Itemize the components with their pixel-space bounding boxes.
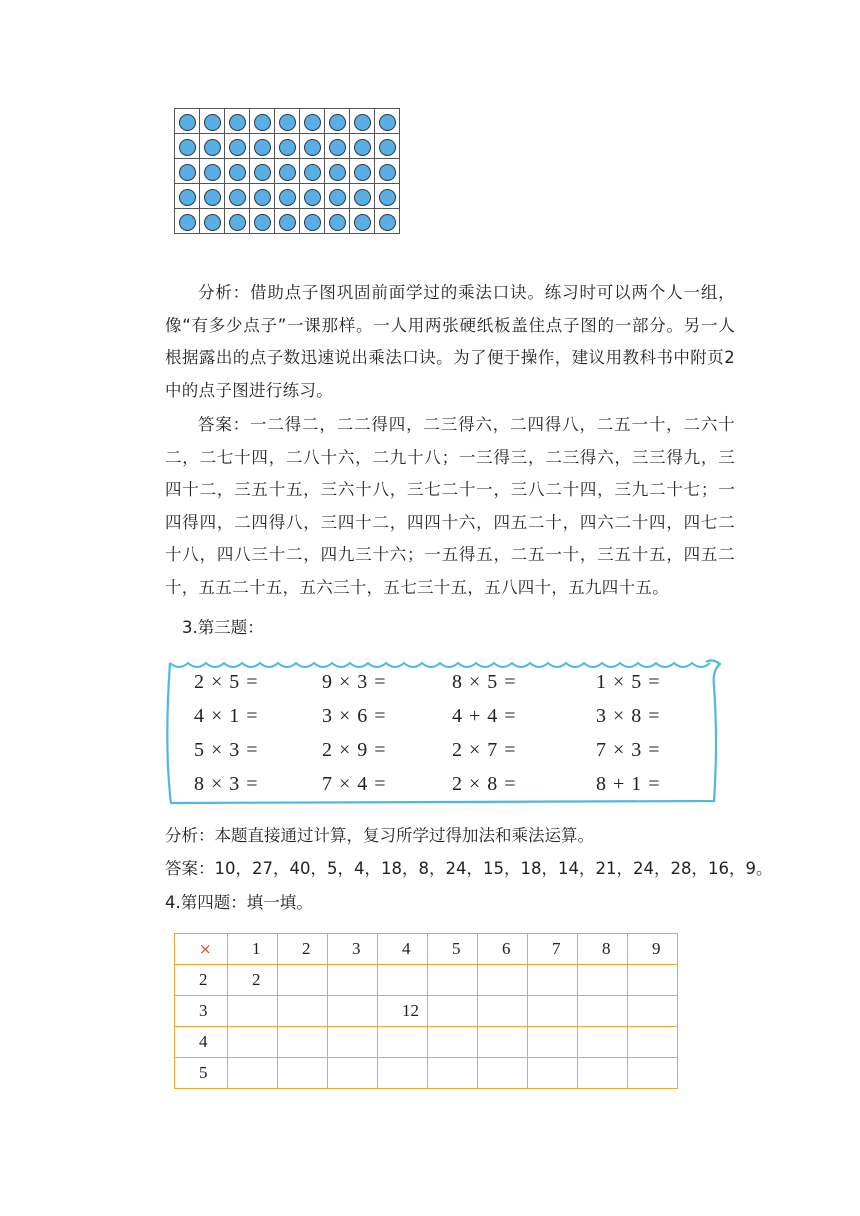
dot-cell	[300, 134, 325, 159]
dot-cell	[275, 109, 300, 134]
table-answer-cell[interactable]	[428, 1058, 478, 1089]
question-4-title: 4.第四题：填一填。	[165, 893, 313, 912]
dot-cell	[250, 134, 275, 159]
dot	[379, 214, 396, 231]
table-answer-cell[interactable]	[378, 1058, 428, 1089]
exercise-equation: 8 × 3 =	[194, 773, 259, 795]
table-answer-cell: 2	[228, 965, 278, 996]
dot-cell	[350, 184, 375, 209]
dot-cell	[250, 184, 275, 209]
dot-cell	[325, 184, 350, 209]
dot	[179, 189, 196, 206]
table-header-row	[175, 934, 678, 965]
answer-2: 答案：一二得二，二二得四，二三得六，二四得八，二五一十，二六十二，二七十四，二八十六，二九十八；一三得三，二三得六，三三得九，三四十二，三五十五，三六十八，三七二十一，三八二十四，三九二十七；一四得四，二四得八，三四十二，四四十六，四五二十，四六二十四，四七二十八，四八三十二，四九三十六；一五得五，二五一十，三五十五，四五二十，五五二十五，五六三十，五七三十五，五八四十，五九四十五。	[165, 415, 735, 597]
dot-cell	[325, 134, 350, 159]
dot	[279, 214, 296, 231]
dot	[279, 139, 296, 156]
dot	[254, 139, 271, 156]
table-answer-cell[interactable]	[228, 1027, 278, 1058]
exercise-equation: 2 × 8 =	[452, 773, 517, 795]
table-answer-cell[interactable]	[578, 1058, 628, 1089]
dot	[229, 114, 246, 131]
table-label-cell: 5	[428, 934, 478, 965]
table-answer-cell[interactable]	[528, 996, 578, 1027]
table-answer-cell[interactable]	[278, 965, 328, 996]
dot-grid-row	[175, 109, 400, 134]
dot-cell	[300, 209, 325, 234]
dot	[379, 164, 396, 181]
dot	[329, 164, 346, 181]
dot-cell	[200, 159, 225, 184]
dot-cell	[375, 159, 400, 184]
dot-cell	[175, 109, 200, 134]
dot-cell	[175, 134, 200, 159]
dot-cell	[225, 134, 250, 159]
exercise-equation: 4 + 4 =	[452, 705, 517, 727]
dot	[329, 189, 346, 206]
analysis-3: 分析：本题直接通过计算，复习所学过得加法和乘法运算。	[165, 826, 594, 845]
exercise-equation: 3 × 8 =	[596, 705, 661, 727]
dot-cell	[200, 109, 225, 134]
table-answer-cell[interactable]	[628, 1058, 678, 1089]
table-label-cell: 7	[528, 934, 578, 965]
exercise-equation: 7 × 4 =	[322, 773, 387, 795]
dot	[379, 114, 396, 131]
dot	[229, 214, 246, 231]
table-row	[175, 996, 678, 1027]
dot-cell	[175, 209, 200, 234]
dot	[354, 189, 371, 206]
dot-cell	[200, 134, 225, 159]
table-answer-cell[interactable]	[578, 965, 628, 996]
answer-3: 答案：10，27，40，5，4，18，8，24，15，18，14，21，24，28，16，9。	[165, 859, 773, 878]
dot-cell	[175, 159, 200, 184]
times-symbol: ×	[175, 934, 228, 965]
table-row	[175, 1058, 678, 1089]
dot	[179, 214, 196, 231]
dot-cell	[300, 184, 325, 209]
exercise-equation: 9 × 3 =	[322, 671, 387, 693]
table-answer-cell[interactable]	[528, 965, 578, 996]
dot	[354, 164, 371, 181]
dot	[229, 164, 246, 181]
exercise-card	[162, 651, 722, 805]
multiplication-table	[174, 933, 678, 1089]
table-answer-cell[interactable]	[328, 996, 378, 1027]
table-answer-cell[interactable]	[428, 996, 478, 1027]
dot	[354, 114, 371, 131]
table-answer-cell[interactable]	[528, 1027, 578, 1058]
dot-grid-row	[175, 159, 400, 184]
table-answer-cell[interactable]	[328, 965, 378, 996]
dot-cell	[225, 184, 250, 209]
table-label-cell: 3	[175, 996, 228, 1027]
table-answer-cell: 12	[378, 996, 428, 1027]
dot-cell	[250, 159, 275, 184]
dot-cell	[350, 159, 375, 184]
dot-grid-row	[175, 209, 400, 234]
table-label-cell: 2	[278, 934, 328, 965]
exercise-equation: 8 × 5 =	[452, 671, 517, 693]
dot	[254, 189, 271, 206]
table-answer-cell[interactable]	[328, 1058, 378, 1089]
table-label-cell: 9	[628, 934, 678, 965]
dot-cell	[225, 109, 250, 134]
table-answer-cell[interactable]	[328, 1027, 378, 1058]
dot	[354, 139, 371, 156]
table-answer-cell[interactable]	[478, 1027, 528, 1058]
table-answer-cell[interactable]	[578, 1027, 628, 1058]
dot-cell	[375, 109, 400, 134]
exercise-equation: 4 × 1 =	[194, 705, 259, 727]
table-answer-cell[interactable]	[428, 1027, 478, 1058]
table-label-cell: 1	[228, 934, 278, 965]
dot	[179, 164, 196, 181]
dot	[204, 139, 221, 156]
exercise-equation: 2 × 9 =	[322, 739, 387, 761]
dot-cell	[250, 109, 275, 134]
dot-cell	[300, 109, 325, 134]
table-label-cell: 8	[578, 934, 628, 965]
dot-cell	[325, 159, 350, 184]
table-label-cell: 5	[175, 1058, 228, 1089]
exercise-equation: 2 × 7 =	[452, 739, 517, 761]
exercise-equation: 7 × 3 =	[596, 739, 661, 761]
dot-grid	[174, 108, 400, 234]
dot-cell	[300, 159, 325, 184]
dot	[304, 214, 321, 231]
dot-cell	[200, 209, 225, 234]
table-label-cell: 4	[378, 934, 428, 965]
table-answer-cell[interactable]	[578, 996, 628, 1027]
dot	[254, 114, 271, 131]
dot-cell	[350, 109, 375, 134]
exercise-equation: 2 × 5 =	[194, 671, 259, 693]
exercise-equation: 1 × 5 =	[596, 671, 661, 693]
exercise-equation: 8 + 1 =	[596, 773, 661, 795]
dot	[204, 214, 221, 231]
table-label-cell: 2	[175, 965, 228, 996]
table-answer-cell[interactable]	[478, 1058, 528, 1089]
dot-cell	[375, 134, 400, 159]
dot-cell	[325, 109, 350, 134]
dot	[379, 189, 396, 206]
dot	[329, 114, 346, 131]
table-answer-cell[interactable]	[478, 996, 528, 1027]
dot-cell	[275, 209, 300, 234]
table-answer-cell[interactable]	[278, 996, 328, 1027]
table-answer-cell[interactable]	[278, 1027, 328, 1058]
dot	[304, 139, 321, 156]
dot	[279, 114, 296, 131]
exercise-equation: 5 × 3 =	[194, 739, 259, 761]
dot-cell	[200, 184, 225, 209]
dot-grid-row	[175, 184, 400, 209]
dot-cell	[175, 184, 200, 209]
table-row	[175, 965, 678, 996]
table-row	[175, 1027, 678, 1058]
dot	[229, 189, 246, 206]
table-answer-cell[interactable]	[628, 1027, 678, 1058]
table-answer-cell[interactable]	[528, 1058, 578, 1089]
dot	[254, 164, 271, 181]
table-label-cell: 3	[328, 934, 378, 965]
table-answer-cell[interactable]	[428, 965, 478, 996]
dot-cell	[375, 184, 400, 209]
dot	[204, 164, 221, 181]
dot	[179, 139, 196, 156]
dot	[279, 164, 296, 181]
dot	[354, 214, 371, 231]
dot	[329, 139, 346, 156]
dot-cell	[275, 184, 300, 209]
dot	[204, 114, 221, 131]
question-3-title: 3.第三题：	[182, 618, 264, 637]
dot-cell	[275, 159, 300, 184]
table-answer-cell[interactable]	[228, 1058, 278, 1089]
dot-cell	[275, 134, 300, 159]
dot	[304, 114, 321, 131]
table-answer-cell[interactable]	[278, 1058, 328, 1089]
dot	[204, 189, 221, 206]
dot	[229, 139, 246, 156]
dot-cell	[375, 209, 400, 234]
dot-cell	[350, 209, 375, 234]
dot	[179, 114, 196, 131]
analysis-2: 分析：借助点子图巩固前面学过的乘法口诀。练习时可以两个人一组，像“有多少点子”一课那样。一人用两张硬纸板盖住点子图的一部分。另一人根据露出的点子数迅速说出乘法口诀。为了便于操作，建议用教科书中附页2中的点子图进行练习。	[165, 283, 735, 400]
dot-grid-row	[175, 134, 400, 159]
table-answer-cell[interactable]	[378, 1027, 428, 1058]
dot-cell	[250, 209, 275, 234]
dot-cell	[350, 134, 375, 159]
dot	[329, 214, 346, 231]
table-answer-cell[interactable]	[628, 965, 678, 996]
table-answer-cell[interactable]	[478, 965, 528, 996]
dot-cell	[225, 159, 250, 184]
table-answer-cell[interactable]	[628, 996, 678, 1027]
table-answer-cell[interactable]	[378, 965, 428, 996]
dot	[304, 164, 321, 181]
dot	[379, 139, 396, 156]
dot	[279, 189, 296, 206]
table-label-cell: 4	[175, 1027, 228, 1058]
dot-cell	[225, 209, 250, 234]
exercise-equation: 3 × 6 =	[322, 705, 387, 727]
table-answer-cell[interactable]	[228, 996, 278, 1027]
dot	[254, 214, 271, 231]
dot	[304, 189, 321, 206]
table-label-cell: 6	[478, 934, 528, 965]
dot-cell	[325, 209, 350, 234]
